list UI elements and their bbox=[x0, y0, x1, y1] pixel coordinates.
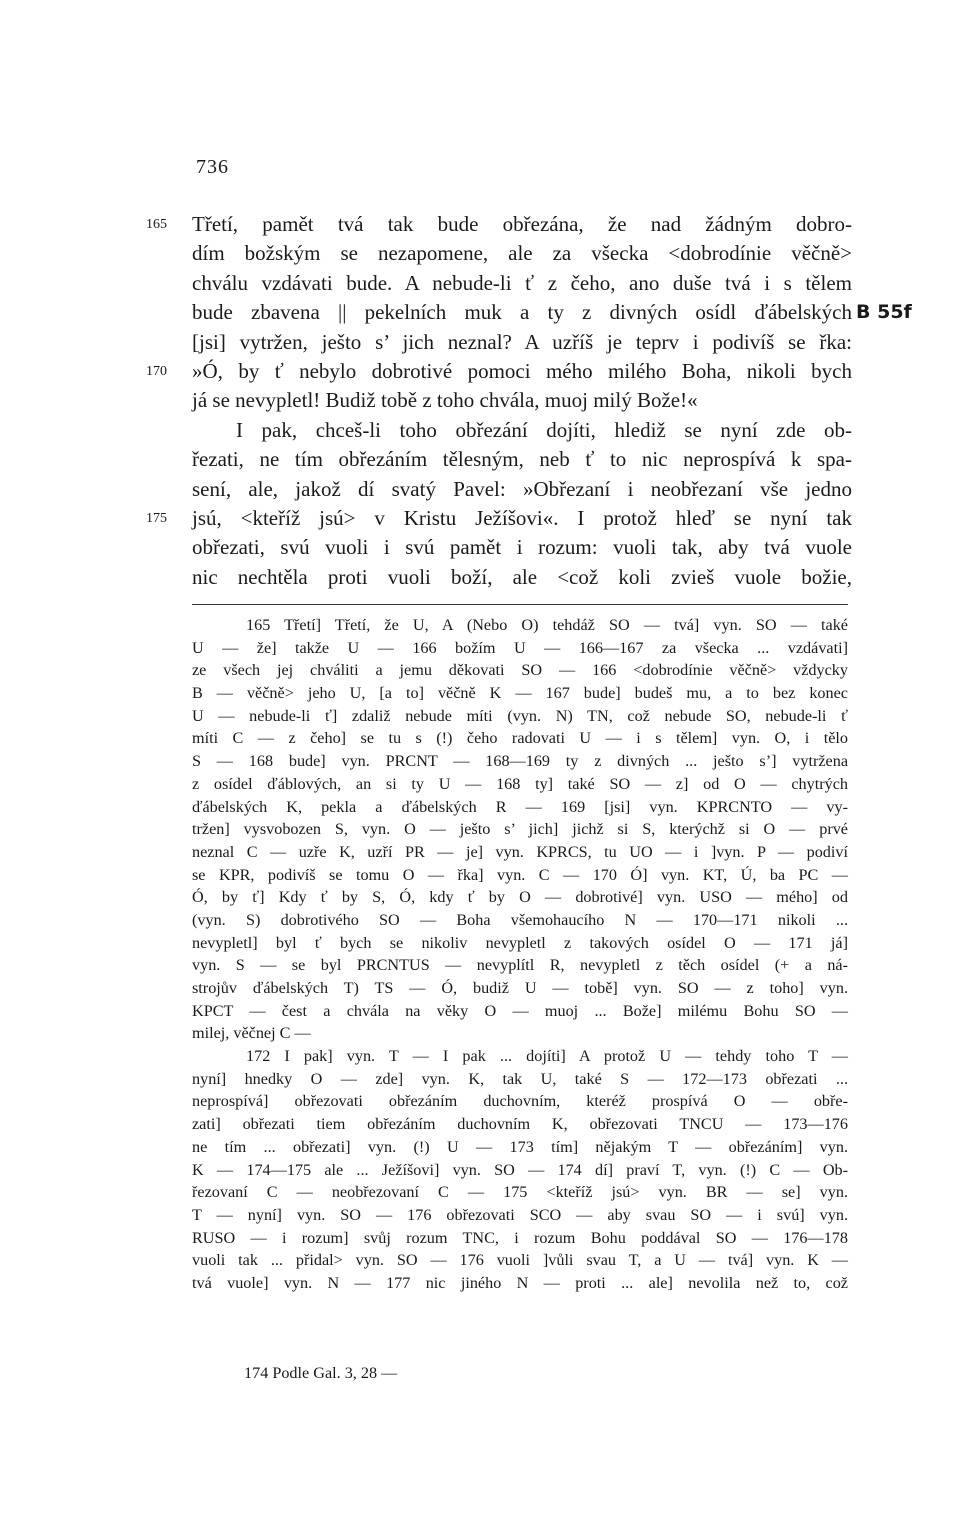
apparatus-line: RUSO — i rozum] svůj rozum TNC, i rozum Bohu poddával SO — 176—178 bbox=[192, 1228, 848, 1247]
apparatus-line: S — 168 bude] vyn. PRCNT — 168—169 ty z divných ... ješto s’] vytržena bbox=[192, 752, 848, 771]
text-line bbox=[192, 563, 852, 592]
text-line bbox=[192, 386, 852, 415]
apparatus-line: míti C — z čeho] se tu s (!) čeho radovati U — i s tělem] vyn. O, i tělo bbox=[192, 729, 848, 748]
line-text: nic nechtěla proti vuoli boží, ale <což koli zvieš vuole božie, bbox=[192, 564, 852, 589]
apparatus-line: ne tím ... obřezati] vyn. (!) U — 173 tím] nějakým T — obřezáním] vyn. bbox=[192, 1137, 848, 1156]
text-line bbox=[192, 475, 852, 504]
apparatus-line: B — věčně> jeho U, [a to] věčně K — 167 bude] budeš mu, a to bez konec bbox=[192, 684, 848, 703]
margin-page-mark: B 55f bbox=[856, 301, 912, 324]
apparatus-line: nyní] hnedky O — zde] vyn. K, tak U, také S — 172—173 obřezati ... bbox=[192, 1069, 848, 1088]
main-text bbox=[146, 210, 912, 592]
apparatus-line: tvá vuole] vyn. N — 177 nic jiného N — proti ... ale] nevolila než to, což bbox=[192, 1273, 848, 1292]
line-text: obřezati, svú vuoli i svú pamět i rozum: vuoli tak, aby tvá vuole bbox=[192, 535, 852, 560]
text-line bbox=[192, 269, 852, 298]
text-line bbox=[146, 504, 852, 533]
text-line bbox=[192, 298, 912, 327]
apparatus-line: U — že] takže U — 166 božím U — 166—167 za všecka ... vzdávati] bbox=[192, 638, 848, 657]
line-text: řezati, ne tím obřezáním tělesným, neb ť to nic neprospívá k spa- bbox=[192, 447, 852, 472]
text-line bbox=[192, 416, 852, 445]
text-line bbox=[192, 328, 852, 357]
apparatus-line: se KPR, podivíš se tomu O — řka] vyn. C — 170 Ó] vyn. KT, Ú, ba PC — bbox=[192, 865, 848, 884]
line-text: dím božským se nezapomene, ale za všecka <dobrodínie věčně> bbox=[192, 241, 852, 266]
apparatus-line: vuoli tak ... přidal> vyn. SO — 176 vuoli ]vůli svau T, a U — tvá] vyn. K — bbox=[192, 1251, 848, 1270]
apparatus-line: ze všech jej chváliti a jemu děkovati SO — 166 <dobrodínie věčně> vždycky bbox=[192, 661, 848, 680]
apparatus-line: K — 174—175 ale ... Ježíšovi] vyn. SO — 174 dí] praví T, vyn. (!) C — Ob- bbox=[192, 1160, 848, 1179]
text-line bbox=[146, 210, 852, 239]
apparatus-line: 165 Třetí] Třetí, že U, A (Nebo O) tehdáž SO — tvá] vyn. SO — také bbox=[246, 616, 848, 634]
apparatus-line: 172 I pak] vyn. T — I pak ... dojíti] A protož U — tehdy toho T — bbox=[246, 1047, 848, 1066]
apparatus-line: vyn. S — se byl PRCNTUS — nevyplítl R, nevypletl z těch osídel (+ a ná- bbox=[192, 956, 848, 975]
line-text: bude zbavena || pekelních muk a ty z divných osídl ďábelských bbox=[192, 300, 852, 325]
apparatus-line: milej, věčnej C — bbox=[192, 1024, 311, 1043]
line-text: I pak, chceš-li toho obřezání dojíti, hlediž se nyní zde ob- bbox=[236, 417, 852, 442]
apparatus-line: tržen] vysvobozen S, vyn. O — ješto s’ jich] jichž si S, kterýchž si O — prvé bbox=[192, 820, 848, 839]
line-number: 170 bbox=[146, 363, 167, 379]
apparatus-line: zati] obřezati tiem obřezáním duchovním K, obřezovati TNCU — 173—176 bbox=[192, 1115, 848, 1134]
line-text: Třetí, pamět tvá tak bude obřezána, že nad žádným dobro- bbox=[192, 212, 852, 236]
source-reference-note: 174 Podle Gal. 3, 28 — bbox=[244, 1364, 398, 1382]
line-number: 165 bbox=[146, 217, 167, 232]
apparatus-line: KPCT — čest a chvála na věky O — muoj ... Bože] milému Bohu SO — bbox=[192, 1001, 848, 1020]
apparatus-line: Ó, by ť] Kdy ť by S, Ó, kdy ť by O — dobrotivé] vyn. USO — mého] od bbox=[192, 888, 848, 907]
apparatus-line: řezovaní C — neobřezovaní C — 175 <kteříž jsú> vyn. BR — se] vyn. bbox=[192, 1183, 848, 1202]
page-number: 736 bbox=[196, 156, 229, 178]
text-line bbox=[146, 357, 852, 386]
apparatus-line: (vyn. S) dobrotivého SO — Boha všemohaucího N — 170—171 nikoli ... bbox=[192, 910, 848, 929]
apparatus-line: neprospívá] obřezovati obřezáním duchovním, kteréž prospívá O — obře- bbox=[192, 1092, 848, 1111]
line-text: já se nevypletl! Budiž tobě z toho chvála, muoj milý Bože!« bbox=[192, 388, 698, 413]
line-text: chválu vzdávati bude. A nebude-li ť z čeho, ano duše tvá i s tělem bbox=[192, 270, 852, 295]
text-line bbox=[192, 239, 852, 268]
apparatus-line: strojův ďábelských T) TS — Ó, budiž U — tobě] vyn. SO — z toho] vyn. bbox=[192, 979, 848, 997]
text-line bbox=[192, 533, 852, 562]
line-number: 175 bbox=[146, 510, 167, 526]
apparatus-line: z osídel ďáblových, an si ty U — 168 ty] také SO — z] od O — chytrých bbox=[192, 774, 848, 793]
line-text: [jsi] vytržen, ješto s’ jich neznal? A uzříš je teprv i podivíš se řka: bbox=[192, 329, 852, 354]
apparatus-line: U — nebude-li ť] zdaliž nebude míti (vyn. N) TN, což nebude SO, nebude-li ť bbox=[192, 706, 848, 725]
apparatus-line: T — nyní] vyn. SO — 176 obřezovati SCO — aby svau SO — i svú] vyn. bbox=[192, 1205, 848, 1224]
line-text: jsú, <kteříž jsú> v Kristu Ježíšovi«. I protož hleď se nyní tak bbox=[192, 505, 852, 530]
apparatus-line: ďábelských K, pekla a ďábelských R — 169 [jsi] vyn. KPRCNTO — vy- bbox=[192, 797, 848, 816]
line-text: sení, ale, jakož dí svatý Pavel: »Obřezaní i neobřezaní vše jedno bbox=[192, 476, 852, 501]
apparatus-line: nevypletl] byl ť bych se nikoliv nevypletl z takových osídel O — 171 já] bbox=[192, 933, 848, 952]
text-line bbox=[192, 445, 852, 474]
critical-apparatus bbox=[192, 614, 848, 1295]
footnote-divider bbox=[192, 604, 848, 605]
line-text: »Ó, by ť nebylo dobrotivé pomoci mého milého Boha, nikoli bych bbox=[192, 358, 852, 383]
apparatus-line: neznal C — uzře K, uzří PR — je] vyn. KPRCS, tu UO — i ]vyn. P — podiví bbox=[192, 842, 848, 861]
